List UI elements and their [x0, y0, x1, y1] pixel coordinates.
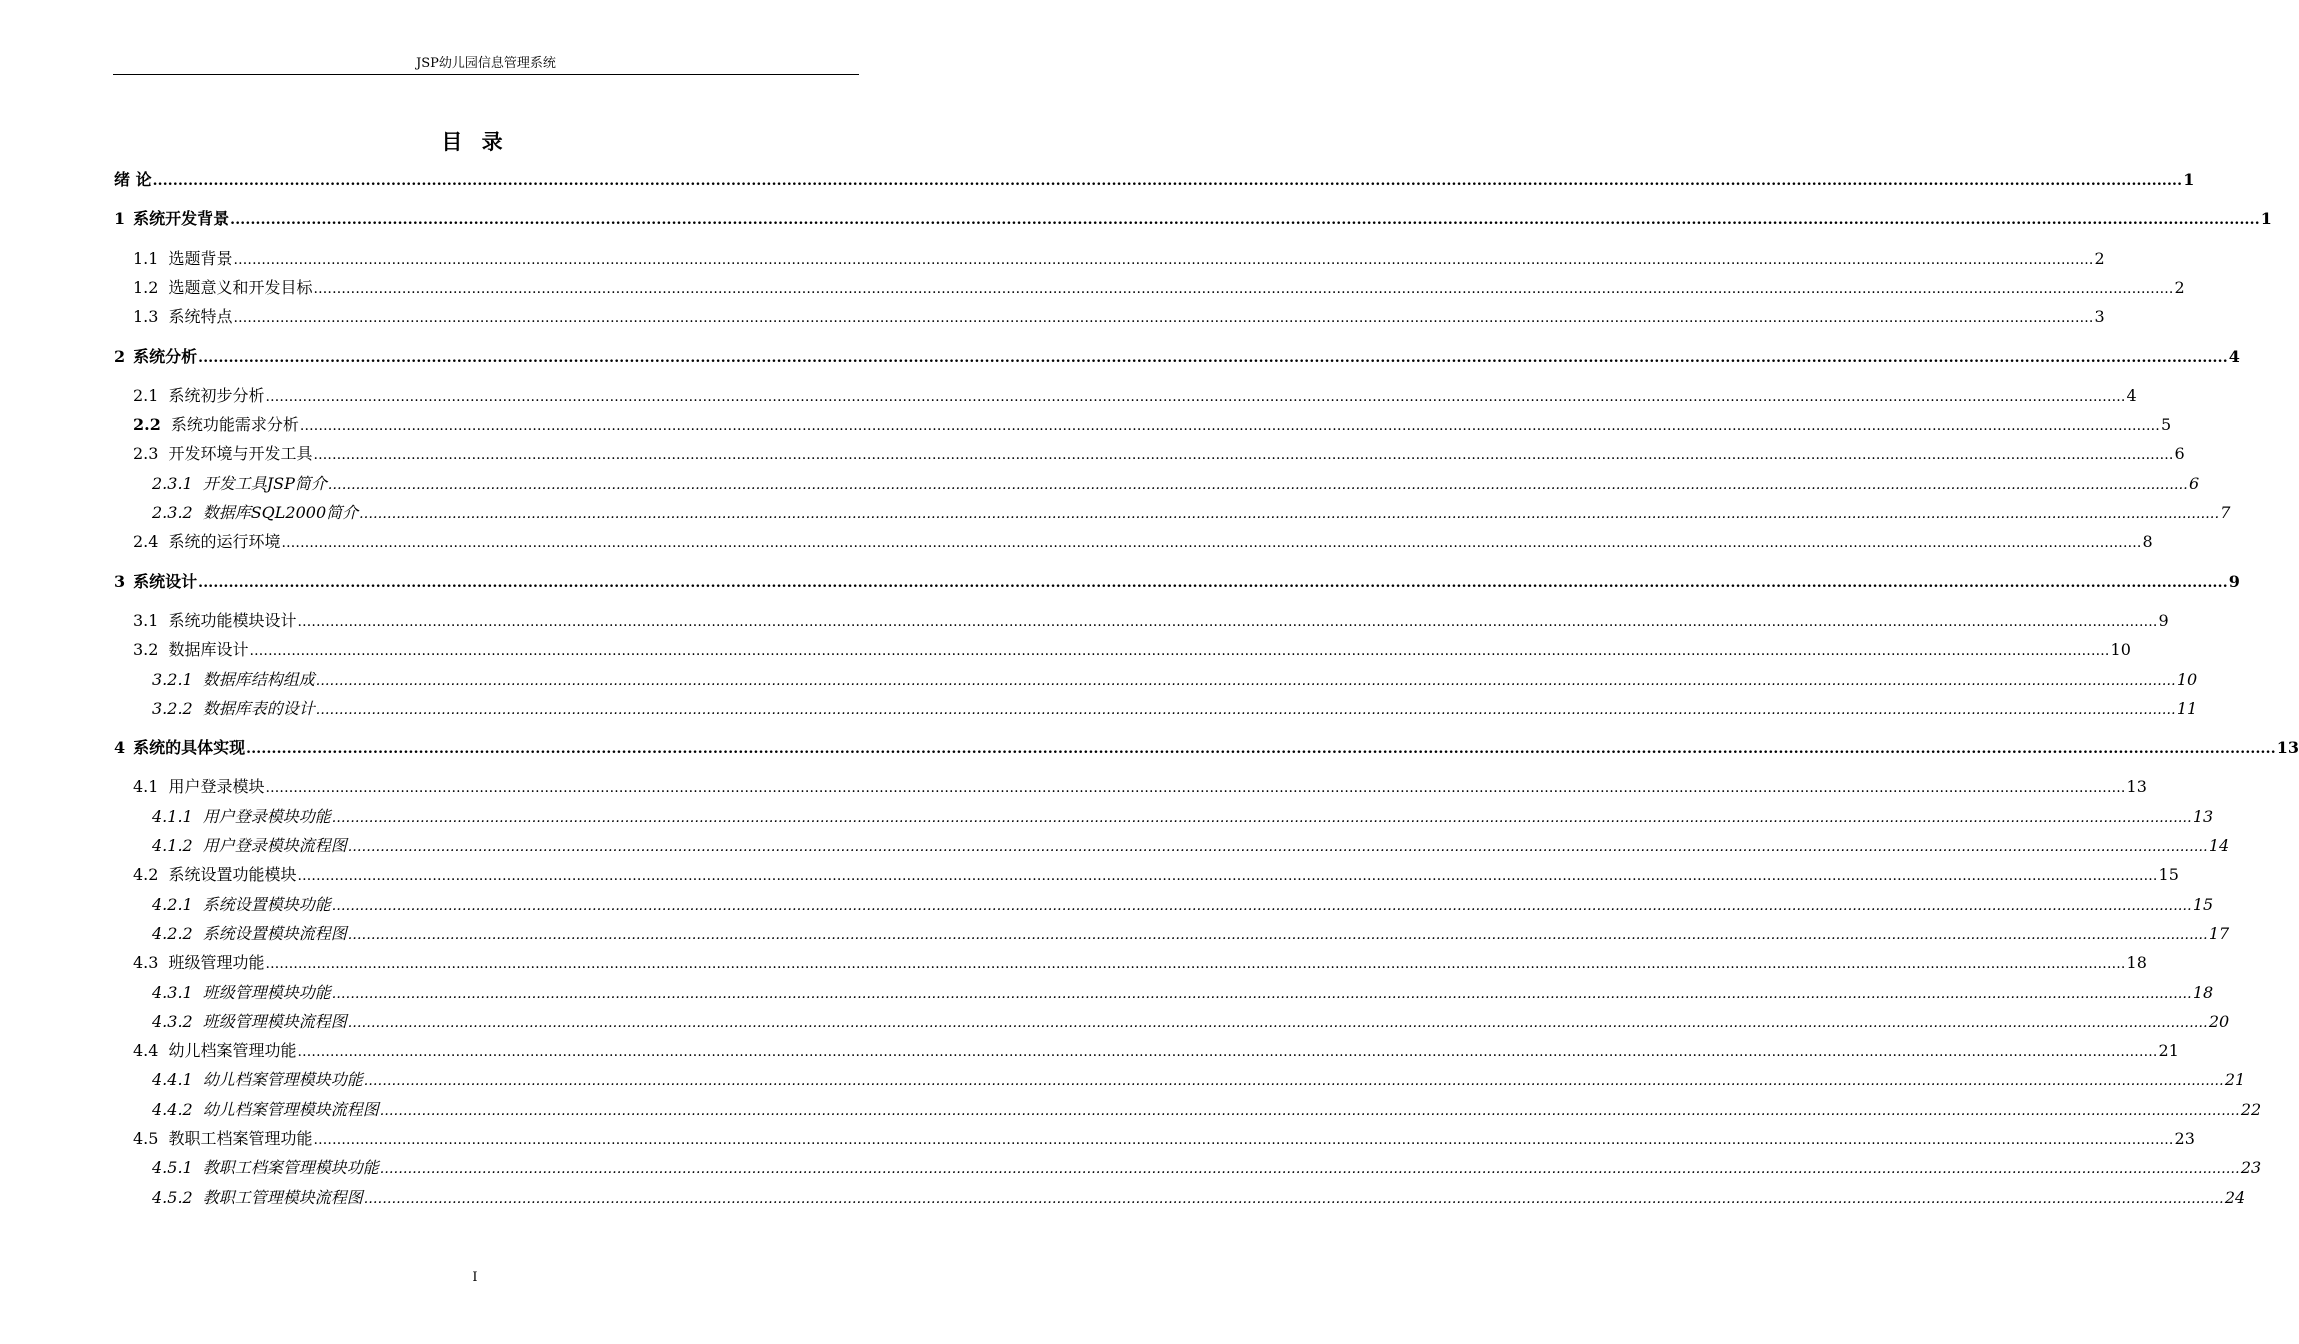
toc-entry[interactable] [152, 1099, 2262, 1121]
toc-entry-page: 10 [2176, 669, 2198, 689]
toc-entry-title: 数据库表的设计 [202, 698, 315, 718]
toc-entry[interactable] [133, 864, 2179, 886]
toc-dot-leader: ................................................................................................................................................................................................................................................................................................................................................................................................................ [331, 985, 2192, 1002]
toc-entry-number: 2.3 [133, 444, 159, 464]
toc-entry[interactable] [133, 385, 2137, 407]
toc-entry-title: 用户登录模块功能 [202, 806, 331, 826]
toc-entry[interactable] [114, 208, 2272, 230]
toc-entry[interactable] [152, 698, 2198, 720]
toc-entry-title: 班级管理功能 [168, 953, 265, 973]
toc-entry-title: 班级管理模块功能 [202, 982, 331, 1002]
toc-dot-leader: ................................................................................................................................................................................................................................................................................................................................................................................................................ [281, 535, 2142, 552]
toc-entry-page: 13 [2126, 777, 2147, 797]
toc-dot-leader: ................................................................................................................................................................................................................................................................................................................................................................................................................ [347, 1014, 2208, 1031]
toc-entry-page: 24 [2224, 1187, 2246, 1207]
toc-entry-number: 4.4 [133, 1041, 159, 1061]
toc-entry-number: 4.5 [133, 1129, 159, 1148]
toc-entry[interactable] [133, 443, 2185, 465]
toc-entry-number: 4.2.2 [152, 923, 193, 943]
toc-entry-title: 教职工管理模块流程图 [202, 1187, 363, 1207]
toc-entry[interactable] [114, 737, 2299, 759]
toc-entry-page: 21 [2158, 1041, 2179, 1061]
toc-entry[interactable] [152, 1187, 2246, 1209]
toc-entry-page: 2 [2174, 277, 2185, 297]
toc-entry-title: 开发工具JSP简介 [202, 473, 327, 493]
toc-entry-page: 11 [2176, 698, 2198, 718]
toc-entry-title: 系统功能模块设计 [168, 610, 297, 630]
toc-entry-title: 教职工档案管理功能 [168, 1129, 313, 1148]
toc-dot-leader: ................................................................................................................................................................................................................................................................................................................................................................................................................ [233, 310, 2094, 327]
toc-entry[interactable] [133, 776, 2147, 798]
toc-dot-leader: ................................................................................................................................................................................................................................................................................................................................................................................................................ [331, 897, 2192, 914]
toc-entry[interactable] [152, 473, 2200, 495]
toc-entry-page: 3 [2094, 307, 2105, 327]
toc-entry[interactable] [114, 346, 2240, 368]
toc-entry-page: 23 [2174, 1129, 2195, 1148]
toc-entry[interactable] [133, 1128, 2195, 1150]
toc-entry-page: 13 [2276, 738, 2299, 758]
toc-entry-number: 3.2.2 [152, 698, 193, 718]
toc-entry[interactable] [133, 306, 2105, 328]
toc-entry-number: 4.2.1 [152, 894, 193, 914]
toc-dot-leader: ................................................................................................................................................................................................................................................................................................................................................................................................................ [327, 476, 2188, 493]
toc-entry-number: 1.2 [133, 277, 159, 297]
toc-entry-title: 系统设置模块流程图 [202, 923, 347, 943]
toc-entry[interactable] [152, 669, 2198, 691]
toc-entry-page: 4 [2126, 385, 2137, 405]
toc-entry[interactable] [114, 571, 2240, 593]
toc-dot-leader: ................................................................................................................................................................................................................................................................................................................................................................................................................ [198, 574, 2228, 591]
toc-dot-leader: ................................................................................................................................................................................................................................................................................................................................................................................................................ [297, 613, 2158, 630]
toc-entry-page: 1 [2183, 170, 2195, 189]
toc-entry-title: 数据库设计 [168, 640, 249, 660]
toc-entry[interactable] [152, 982, 2214, 1004]
toc-dot-leader: ................................................................................................................................................................................................................................................................................................................................................................................................................ [249, 643, 2110, 660]
toc-dot-leader: ................................................................................................................................................................................................................................................................................................................................................................................................................ [246, 741, 2276, 758]
toc-dot-leader: ................................................................................................................................................................................................................................................................................................................................................................................................................ [363, 1190, 2224, 1207]
toc-dot-leader: ................................................................................................................................................................................................................................................................................................................................................................................................................ [265, 780, 2126, 797]
toc-dot-leader: ................................................................................................................................................................................................................................................................................................................................................................................................................ [363, 1073, 2224, 1090]
toc-dot-leader: ................................................................................................................................................................................................................................................................................................................................................................................................................ [315, 672, 2176, 689]
toc-entry[interactable] [152, 1069, 2246, 1091]
toc-entry-number: 4.2 [133, 865, 159, 885]
toc-entry-number: 4.1.1 [152, 806, 193, 826]
toc-dot-leader: ................................................................................................................................................................................................................................................................................................................................................................................................................ [313, 280, 2174, 297]
toc-entry-page: 9 [2228, 571, 2240, 591]
toc-entry[interactable] [152, 894, 2214, 916]
toc-entry[interactable] [133, 414, 2172, 436]
toc-entry-number: 4.4.1 [152, 1070, 193, 1090]
toc-title: 目 录 [441, 129, 509, 154]
toc-entry-number: 4.3 [133, 953, 159, 973]
toc-entry-page: 22 [2240, 1099, 2262, 1119]
toc-dot-leader: ................................................................................................................................................................................................................................................................................................................................................................................................................ [152, 173, 2183, 189]
toc-entry-page: 20 [2208, 1011, 2230, 1031]
toc-entry-page: 9 [2158, 610, 2169, 630]
toc-entry-number: 2.2 [133, 415, 161, 435]
toc-entry-number: 2.4 [133, 532, 159, 552]
toc-entry[interactable] [133, 639, 2131, 661]
toc-entry[interactable] [152, 806, 2214, 828]
page-header: JSP幼儿园信息管理系统 [113, 56, 859, 75]
toc-entry-page: 13 [2192, 806, 2214, 826]
toc-entry-title: 数据库结构组成 [202, 669, 315, 689]
toc-dot-leader: ................................................................................................................................................................................................................................................................................................................................................................................................................ [359, 506, 2220, 522]
toc-entry-page: 14 [2208, 836, 2230, 855]
toc-entry-title: 开发环境与开发工具 [168, 444, 313, 464]
toc-entry-number: 4.3.2 [152, 1011, 193, 1031]
toc-entry-number: 4.1.2 [152, 836, 193, 855]
toc-entry-number: 4.5.1 [152, 1158, 193, 1178]
toc-entry-page: 23 [2240, 1158, 2262, 1178]
toc-entry-title: 系统分析 [133, 346, 198, 366]
toc-entry-title: 系统设置模块功能 [202, 894, 331, 914]
toc-entry[interactable] [133, 277, 2185, 299]
toc-entry-title: 用户登录模块 [168, 777, 265, 797]
toc-entry-page: 2 [2094, 248, 2105, 268]
toc-entry[interactable] [133, 1040, 2179, 1062]
toc-entry-page: 4 [2228, 346, 2240, 366]
toc-entry-number: 2.1 [133, 385, 159, 405]
toc-dot-leader: ................................................................................................................................................................................................................................................................................................................................................................................................................ [331, 809, 2192, 826]
toc-entry-title: 系统的具体实现 [133, 738, 246, 758]
page-number: I [472, 1270, 478, 1285]
toc-entry-number: 1 [114, 209, 126, 229]
toc-entry-number: 4.3.1 [152, 982, 193, 1002]
toc-dot-leader: ................................................................................................................................................................................................................................................................................................................................................................................................................ [315, 701, 2176, 718]
toc-entry-title: 班级管理模块流程图 [202, 1011, 347, 1031]
toc-entry-title: 用户登录模块流程图 [202, 836, 347, 855]
toc-entry-title: 系统特点 [168, 307, 233, 327]
toc-entry-number: 绪 论 [114, 170, 152, 189]
toc-entry-title: 选题背景 [168, 248, 233, 268]
toc-entry-number: 3.2.1 [152, 669, 193, 689]
toc-dot-leader: ................................................................................................................................................................................................................................................................................................................................................................................................................ [297, 1044, 2158, 1061]
toc-entry-title: 系统初步分析 [168, 385, 265, 405]
toc-entry-page: 1 [2260, 209, 2272, 229]
toc-entry[interactable] [114, 169, 2195, 191]
toc-entry-title: 数据库SQL2000简介 [202, 503, 359, 522]
toc-entry-page: 15 [2192, 894, 2214, 914]
toc-entry-number: 2.3.2 [152, 503, 193, 522]
toc-dot-leader: ................................................................................................................................................................................................................................................................................................................................................................................................................ [265, 388, 2126, 405]
toc-dot-leader: ................................................................................................................................................................................................................................................................................................................................................................................................................ [347, 926, 2208, 943]
toc-dot-leader: ................................................................................................................................................................................................................................................................................................................................................................................................................ [265, 956, 2126, 973]
toc-entry[interactable] [133, 610, 2169, 632]
toc-entry-title: 选题意义和开发目标 [168, 277, 313, 297]
toc-dot-leader: ................................................................................................................................................................................................................................................................................................................................................................................................................ [198, 349, 2228, 366]
toc-entry-page: 6 [2174, 444, 2185, 464]
toc-dot-leader: ................................................................................................................................................................................................................................................................................................................................................................................................................ [299, 418, 2160, 435]
toc-entry[interactable] [133, 531, 2153, 553]
toc-entry-page: 15 [2158, 865, 2179, 885]
toc-entry[interactable] [133, 952, 2147, 974]
toc-entry-title: 教职工档案管理模块功能 [202, 1158, 379, 1178]
toc-entry-page: 5 [2160, 415, 2172, 435]
toc-entry-page: 17 [2208, 923, 2230, 943]
toc-entry-title: 系统设计 [133, 571, 198, 591]
toc-entry-title: 幼儿档案管理模块流程图 [202, 1099, 379, 1119]
toc-entry-title: 系统功能需求分析 [170, 415, 299, 435]
toc-entry[interactable] [152, 502, 2231, 524]
toc-entry-number: 4 [114, 738, 126, 758]
toc-entry-number: 4.4.2 [152, 1099, 193, 1119]
toc-entry-page: 6 [2188, 473, 2200, 493]
toc-dot-leader: ................................................................................................................................................................................................................................................................................................................................................................................................................ [233, 251, 2094, 268]
toc-dot-leader: ................................................................................................................................................................................................................................................................................................................................................................................................................ [297, 868, 2158, 885]
toc-entry-number: 2.3.1 [152, 473, 193, 493]
toc-entry-number: 1.1 [133, 248, 159, 268]
toc-entry[interactable] [152, 835, 2230, 857]
toc-dot-leader: ................................................................................................................................................................................................................................................................................................................................................................................................................ [379, 1102, 2240, 1119]
toc-entry[interactable] [133, 248, 2105, 270]
toc-entry-page: 8 [2142, 532, 2153, 552]
toc-entry-number: 1.3 [133, 307, 159, 327]
toc-entry-page: 18 [2126, 953, 2147, 973]
toc-entry-number: 4.5.2 [152, 1187, 193, 1207]
toc-entry-page: 18 [2192, 982, 2214, 1002]
toc-entry[interactable] [152, 1157, 2262, 1179]
toc-entry-number: 4.1 [133, 777, 159, 797]
toc-entry-number: 3.1 [133, 610, 159, 630]
toc-entry-title: 系统的运行环境 [168, 532, 281, 552]
toc-dot-leader: ................................................................................................................................................................................................................................................................................................................................................................................................................ [379, 1161, 2240, 1178]
toc-dot-leader: ................................................................................................................................................................................................................................................................................................................................................................................................................ [313, 447, 2174, 464]
toc-dot-leader: ................................................................................................................................................................................................................................................................................................................................................................................................................ [347, 839, 2208, 855]
toc-entry[interactable] [152, 1011, 2230, 1033]
toc-entry-number: 3 [114, 571, 126, 591]
toc-dot-leader: ................................................................................................................................................................................................................................................................................................................................................................................................................ [230, 212, 2260, 229]
toc-entry[interactable] [152, 923, 2230, 945]
toc-entry-page: 7 [2220, 503, 2231, 522]
toc-entry-title: 幼儿档案管理功能 [168, 1041, 297, 1061]
toc-entry-number: 3.2 [133, 640, 159, 660]
toc-entry-title: 幼儿档案管理模块功能 [202, 1070, 363, 1090]
toc-entry-title: 系统开发背景 [133, 209, 230, 229]
toc-entry-page: 21 [2224, 1070, 2246, 1090]
toc-entry-title: 系统设置功能模块 [168, 865, 297, 885]
toc-entry-number: 2 [114, 346, 126, 366]
toc-dot-leader: ................................................................................................................................................................................................................................................................................................................................................................................................................ [313, 1132, 2174, 1148]
toc-entry-page: 10 [2110, 640, 2131, 660]
